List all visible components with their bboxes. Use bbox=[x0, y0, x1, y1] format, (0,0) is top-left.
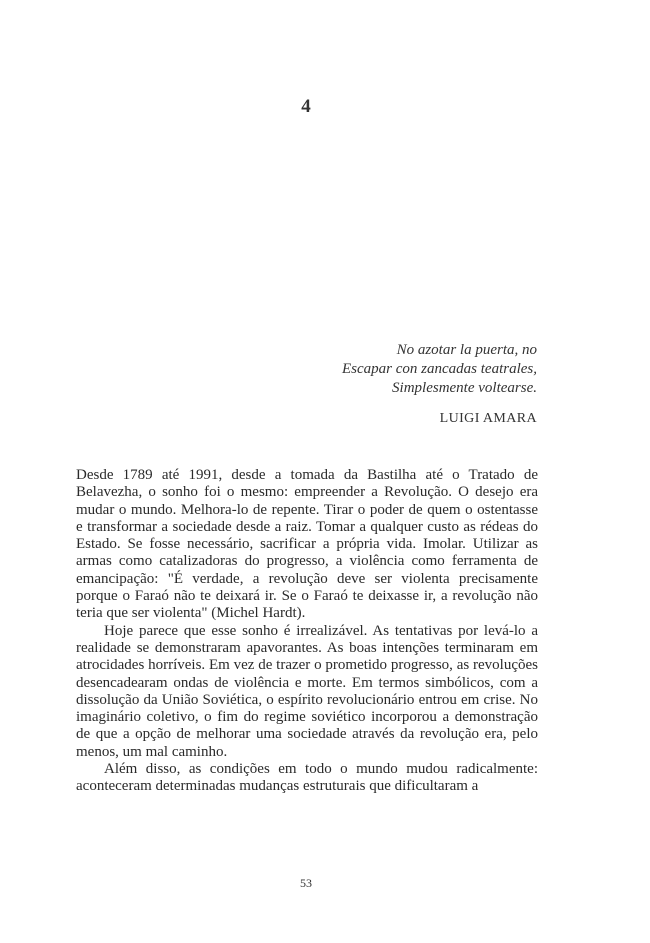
chapter-number: 4 bbox=[301, 96, 311, 117]
epigraph bbox=[342, 341, 537, 398]
paragraph: Além disso, as condições em todo o mundo mudou radicalmente: aconteceram determinadas mudanças estruturais que dificultaram a bbox=[76, 761, 538, 795]
epigraph-line: Escapar con zancadas teatrales, bbox=[342, 361, 537, 377]
page-number: 53 bbox=[300, 876, 312, 890]
paragraph: Desde 1789 até 1991, desde a tomada da Bastilha até o Tratado de Belavezha, o sonho foi o mesmo: empreender a Revolução. O desejo era mudar o mundo. Melhora-lo de repente. Tirar o poder de quem o ostentasse e transformar a sociedade desde a raiz. Tomar a qualquer custo as rédeas do Estado. Se fosse necessário, sacrificar a própria vida. Imolar. Utilizar as armas como catalizadoras do progresso, a violência como ferramenta de emancipação: "É verdade, a revolução deve ser violenta precisamente porque o Faraó não te deixará ir. Se o Faraó te deixasse ir, a revolução não teria que ser violenta" (Michel Hardt). bbox=[76, 467, 538, 622]
epigraph-line: Simplesmente voltearse. bbox=[392, 380, 537, 396]
epigraph-line: No azotar la puerta, no bbox=[396, 342, 537, 358]
epigraph-author: LUIGI AMARA bbox=[439, 411, 537, 426]
body-text bbox=[76, 467, 538, 796]
paragraph: Hoje parece que esse sonho é irrealizável. As tentativas por levá-lo a realidade se demonstraram apavorantes. As boas intenções terminaram em atrocidades horríveis. Em vez de trazer o prometido progresso, as revoluções desencadearam ondas de violência e morte. Em termos simbólicos, com a dissolução da União Soviética, o espírito revolucionário entrou em crise. No imaginário coletivo, o fim do regime soviético incorporou a demonstração de que a opção de melhorar uma sociedade através da revolução era, pelo menos, um mal caminho. bbox=[76, 622, 538, 760]
